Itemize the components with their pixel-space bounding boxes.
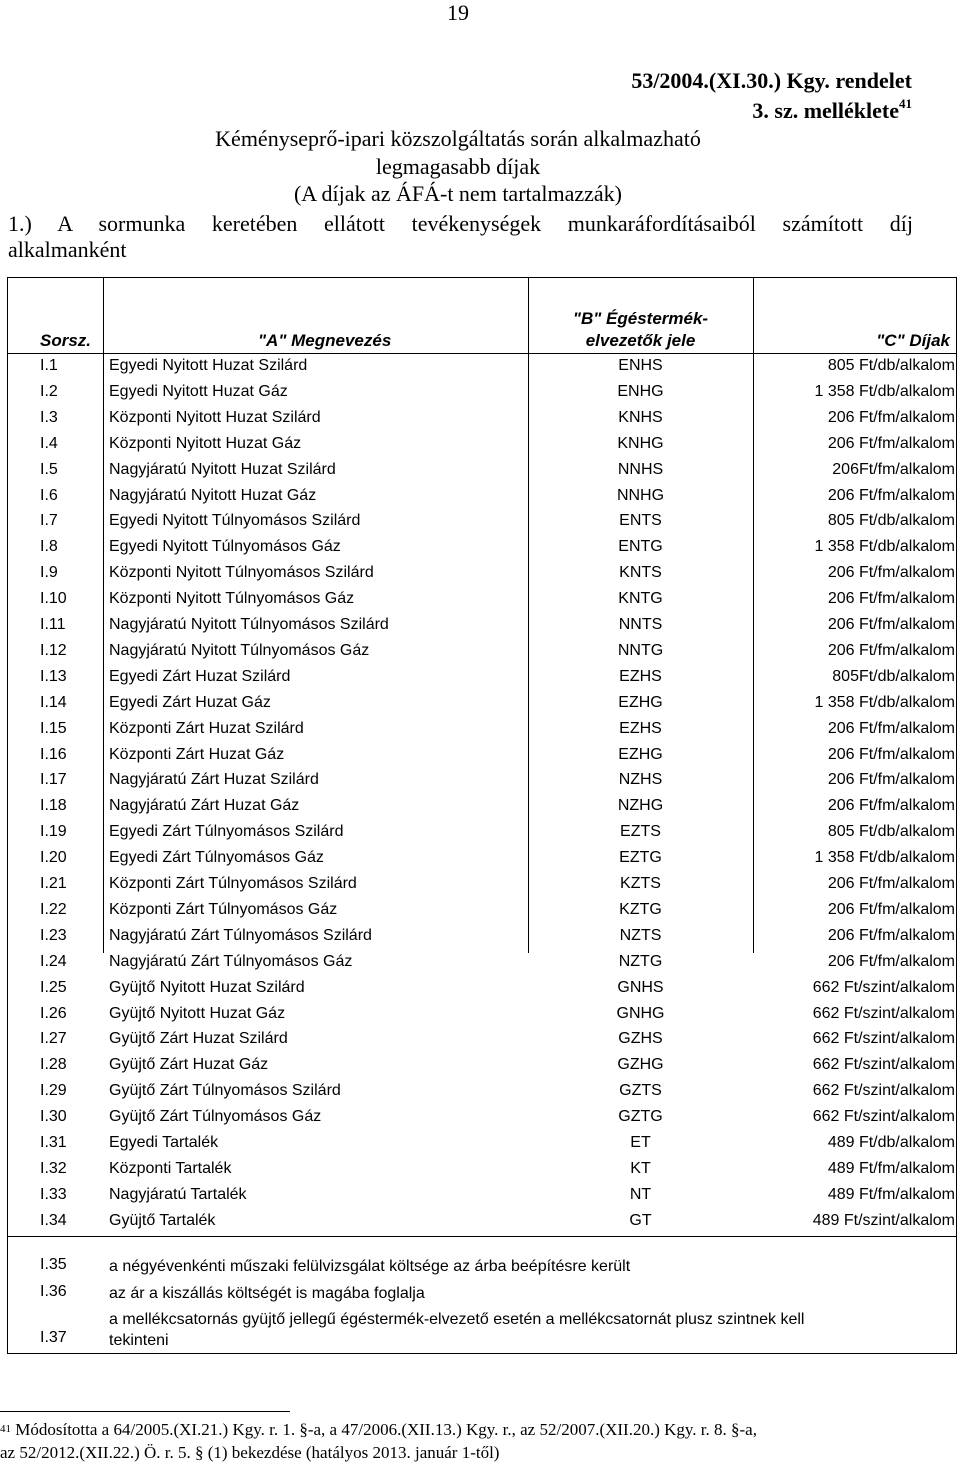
row-name: Központi Zárt Huzat Gáz xyxy=(109,745,285,763)
row-code: ENHG xyxy=(617,382,664,400)
row-code: NZHG xyxy=(617,797,664,815)
row-id: I.25 xyxy=(40,978,67,996)
row-name: Központi Zárt Túlnyomásos Gáz xyxy=(109,900,338,918)
row-fee: 206 Ft/fm/alkalom xyxy=(827,900,955,918)
row-fee: 1 358 Ft/db/alkalom xyxy=(814,693,955,711)
row-code: GZTS xyxy=(619,1082,662,1100)
row-name: Központi Nyitott Túlnyomásos Szilárd xyxy=(109,564,374,582)
row-name: Központi Tartalék xyxy=(109,1159,232,1177)
row-name: Egyedi Nyitott Huzat Szilárd xyxy=(109,357,308,374)
row-fee: 206 Ft/fm/alkalom xyxy=(827,641,955,659)
row-name: Egyedi Zárt Huzat Szilárd xyxy=(109,667,291,685)
row-name: Gyüjtő Zárt Huzat Gáz xyxy=(109,1056,269,1074)
row-id: I.15 xyxy=(40,719,67,737)
row-code: EZHG xyxy=(618,693,663,711)
header-code-line-1: "B" Égéstermék- xyxy=(572,309,709,328)
row-fee: 662 Ft/szint/alkalom xyxy=(812,978,955,996)
row-fee: 206 Ft/fm/alkalom xyxy=(827,408,955,426)
row-fee: 206 Ft/fm/alkalom xyxy=(827,564,955,582)
footnote-separator xyxy=(0,1411,290,1412)
row-id: I.26 xyxy=(40,1004,67,1022)
row-id: I.23 xyxy=(40,926,67,944)
row-fee: 489 Ft/fm/alkalom xyxy=(827,1185,955,1203)
row-id: I.22 xyxy=(40,900,67,918)
row-id: I.12 xyxy=(40,641,67,659)
row-id: I.1 xyxy=(40,357,58,374)
document-title: Kéményseprő-ipari közszolgáltatás során alkalmazható xyxy=(215,126,701,151)
row-id: I.10 xyxy=(40,590,67,608)
row-fee: 662 Ft/szint/alkalom xyxy=(812,1108,955,1126)
row-id: I.31 xyxy=(40,1134,67,1151)
footnote-text: Módosította a 64/2005.(XI.21.) Kgy. r. 1. §-a, a 47/2006.(XII.13.) Kgy. r., az 52/2007.(XII.20.) Kgy. r. 8. §-a, xyxy=(11,1420,757,1439)
row-id: I.7 xyxy=(40,512,58,530)
row-id: I.4 xyxy=(40,434,58,452)
row-code: KZTG xyxy=(619,900,662,918)
row-name: Nagyjáratú Tartalék xyxy=(109,1185,247,1203)
row-code: GZTG xyxy=(618,1108,663,1126)
column-divider xyxy=(103,277,104,953)
row-name: Nagyjáratú Nyitott Huzat Szilárd xyxy=(109,460,336,478)
row-name: Egyedi Nyitott Huzat Gáz xyxy=(109,382,288,400)
row-code: EZHG xyxy=(618,745,663,763)
row-code: GNHS xyxy=(617,978,664,996)
row-code: NZTS xyxy=(619,926,662,944)
section-heading: 1.) A sormunka keretében ellátott tevékenységek munkaráfordításaiból számított díj xyxy=(8,211,913,236)
note-id: I.35 xyxy=(40,1256,67,1273)
row-name: Központi Zárt Huzat Szilárd xyxy=(109,719,304,737)
row-fee: 206 Ft/fm/alkalom xyxy=(827,719,955,737)
row-name: Nagyjáratú Zárt Túlnyomásos Gáz xyxy=(109,952,353,970)
row-name: Gyüjtő Tartalék xyxy=(109,1211,216,1229)
header-name: "A" Megnevezés xyxy=(258,331,392,350)
row-name: Gyüjtő Zárt Túlnyomásos Szilárd xyxy=(109,1082,341,1100)
row-id: I.18 xyxy=(40,797,67,815)
row-id: I.3 xyxy=(40,408,58,426)
row-name: Egyedi Zárt Túlnyomásos Szilárd xyxy=(109,823,344,841)
row-id: I.24 xyxy=(40,952,67,970)
row-fee: 1 358 Ft/db/alkalom xyxy=(814,538,955,556)
row-fee: 662 Ft/szint/alkalom xyxy=(812,1056,955,1074)
row-name: Gyüjtő Zárt Huzat Szilárd xyxy=(109,1030,288,1048)
row-name: Nagyjáratú Zárt Huzat Gáz xyxy=(109,797,300,815)
row-name: Egyedi Zárt Huzat Gáz xyxy=(109,693,271,711)
row-fee: 206Ft/fm/alkalom xyxy=(832,460,955,478)
row-name: Központi Nyitott Túlnyomásos Gáz xyxy=(109,590,355,608)
row-code: ENTS xyxy=(619,512,662,530)
row-name: Nagyjáratú Zárt Huzat Szilárd xyxy=(109,771,319,789)
row-fee: 206 Ft/fm/alkalom xyxy=(827,926,955,944)
row-id: I.9 xyxy=(40,564,58,582)
section-heading-line-2: alkalmanként xyxy=(8,237,127,262)
row-id: I.13 xyxy=(40,667,67,685)
row-fee: 1 358 Ft/db/alkalom xyxy=(814,849,955,867)
row-code: NZHS xyxy=(618,771,663,789)
row-fee: 206 Ft/fm/alkalom xyxy=(827,590,955,608)
row-code: KNHS xyxy=(618,408,663,426)
row-id: I.8 xyxy=(40,538,58,556)
row-name: Gyüjtő Nyitott Huzat Szilárd xyxy=(109,978,305,996)
row-code: EZHS xyxy=(619,667,662,685)
row-code: ENTG xyxy=(618,538,663,556)
header-code-line-2: elvezetők jele xyxy=(585,331,696,350)
row-fee: 489 Ft/fm/alkalom xyxy=(827,1159,955,1177)
row-name: Egyedi Nyitott Túlnyomásos Gáz xyxy=(109,538,341,556)
row-fee: 662 Ft/szint/alkalom xyxy=(812,1030,955,1048)
row-fee: 206 Ft/fm/alkalom xyxy=(827,745,955,763)
document-title-line-2: legmagasabb díjak xyxy=(375,154,541,179)
annex-label xyxy=(752,98,912,124)
row-code: ENHS xyxy=(618,357,663,374)
row-name: Gyüjtő Zárt Túlnyomásos Gáz xyxy=(109,1108,322,1126)
body-divider xyxy=(7,1236,957,1237)
row-id: I.2 xyxy=(40,382,58,400)
document-subtitle: (A díjak az ÁFÁ-t nem tartalmazzák) xyxy=(293,181,623,206)
annex-footnote-mark[interactable]: 41 xyxy=(899,96,912,111)
row-code: EZHS xyxy=(619,719,662,737)
row-code: ET xyxy=(630,1134,651,1151)
column-divider xyxy=(753,277,754,953)
decree-reference: 53/2004.(XI.30.) Kgy. rendelet xyxy=(631,68,912,93)
footnote-line-2: az 52/2012.(XII.22.) Ö. r. 5. § (1) bekezdése (hatályos 2013. január 1-től) xyxy=(0,1443,500,1462)
row-id: I.19 xyxy=(40,823,67,841)
row-name: Nagyjáratú Nyitott Túlnyomásos Szilárd xyxy=(109,616,389,633)
row-code: KZTS xyxy=(620,875,661,892)
row-id: I.6 xyxy=(40,486,58,504)
row-id: I.28 xyxy=(40,1056,67,1074)
row-id: I.21 xyxy=(40,875,67,892)
row-name: Nagyjáratú Nyitott Huzat Gáz xyxy=(109,486,317,504)
row-name: Központi Nyitott Huzat Szilárd xyxy=(109,408,321,426)
annex-text: 3. sz. melléklete xyxy=(752,98,899,123)
row-name: Egyedi Zárt Túlnyomásos Gáz xyxy=(109,849,324,867)
header-fee: "C" Díjak xyxy=(876,331,950,350)
row-id: I.30 xyxy=(40,1108,67,1126)
row-code: KNHG xyxy=(617,434,664,452)
footnote-mark: 41 xyxy=(0,1423,11,1435)
row-id: I.29 xyxy=(40,1082,67,1100)
row-fee: 206 Ft/fm/alkalom xyxy=(827,486,955,504)
row-code: KT xyxy=(630,1159,651,1177)
row-code: NNHG xyxy=(616,486,665,504)
row-fee: 805Ft/db/alkalom xyxy=(832,667,955,685)
note-id: I.36 xyxy=(40,1283,67,1300)
row-fee: 206 Ft/fm/alkalom xyxy=(827,797,955,815)
row-name: Egyedi Tartalék xyxy=(109,1134,219,1151)
row-code: NNTS xyxy=(618,616,663,633)
row-id: I.14 xyxy=(40,693,67,711)
row-code: EZTS xyxy=(620,823,661,841)
row-fee: 206 Ft/fm/alkalom xyxy=(827,771,955,789)
row-name: Nagyjáratú Nyitott Túlnyomásos Gáz xyxy=(109,641,370,659)
row-code: GZHG xyxy=(617,1056,664,1074)
row-fee: 206 Ft/fm/alkalom xyxy=(827,616,955,633)
note-id: I.37 xyxy=(40,1329,67,1346)
row-fee: 489 Ft/db/alkalom xyxy=(827,1134,955,1151)
row-id: I.5 xyxy=(40,460,58,478)
page-number: 19 xyxy=(447,0,469,25)
row-code: NZTG xyxy=(618,952,663,970)
row-name: Nagyjáratú Zárt Túlnyomásos Szilárd xyxy=(109,926,372,944)
footnote xyxy=(0,1418,920,1464)
row-fee: 805 Ft/db/alkalom xyxy=(827,823,955,841)
row-id: I.34 xyxy=(40,1211,67,1229)
note-text: az ár a kiszállás költségét is magába foglalja xyxy=(109,1285,425,1302)
row-id: I.32 xyxy=(40,1159,67,1177)
row-fee: 206 Ft/fm/alkalom xyxy=(827,952,955,970)
row-name: Egyedi Nyitott Túlnyomásos Szilárd xyxy=(109,512,361,530)
header-sorsz: Sorsz. xyxy=(40,331,92,350)
footnote-line-1 xyxy=(0,1418,920,1441)
row-code: KNTS xyxy=(619,564,662,582)
row-code: NNHS xyxy=(617,460,664,478)
row-code: GNHG xyxy=(616,1004,665,1022)
note-text: a négyévenkénti műszaki felülvizsgálat költsége az árba beépítésre került xyxy=(109,1258,631,1275)
row-fee: 206 Ft/fm/alkalom xyxy=(827,875,955,892)
row-code: KNTG xyxy=(618,590,663,608)
row-name: Központi Nyitott Huzat Gáz xyxy=(109,434,302,452)
row-id: I.27 xyxy=(40,1030,67,1048)
row-code: NNTG xyxy=(617,641,664,659)
row-code: GT xyxy=(629,1211,652,1229)
row-fee: 1 358 Ft/db/alkalom xyxy=(814,382,955,400)
note-text: a mellékcsatornás gyüjtő jellegű égéstermék-elvezető esetén a mellékcsatornát plusz szintnek kell xyxy=(109,1311,805,1328)
row-code: NT xyxy=(629,1185,652,1203)
row-fee: 805 Ft/db/alkalom xyxy=(827,512,955,530)
row-name: Gyüjtő Nyitott Huzat Gáz xyxy=(109,1004,286,1022)
row-code: GZHS xyxy=(618,1030,663,1048)
row-fee: 489 Ft/szint/alkalom xyxy=(812,1211,955,1229)
row-id: I.17 xyxy=(40,771,67,789)
row-fee: 662 Ft/szint/alkalom xyxy=(812,1082,955,1100)
row-code: EZTG xyxy=(619,849,662,867)
row-id: I.33 xyxy=(40,1185,67,1203)
note-text-line-2: tekinteni xyxy=(109,1332,169,1349)
row-fee: 662 Ft/szint/alkalom xyxy=(812,1004,955,1022)
row-fee: 206 Ft/fm/alkalom xyxy=(827,434,955,452)
row-fee: 805 Ft/db/alkalom xyxy=(827,357,955,374)
row-id: I.11 xyxy=(40,616,66,633)
row-id: I.20 xyxy=(40,849,67,867)
row-id: I.16 xyxy=(40,745,67,763)
row-name: Központi Zárt Túlnyomásos Szilárd xyxy=(109,875,357,892)
